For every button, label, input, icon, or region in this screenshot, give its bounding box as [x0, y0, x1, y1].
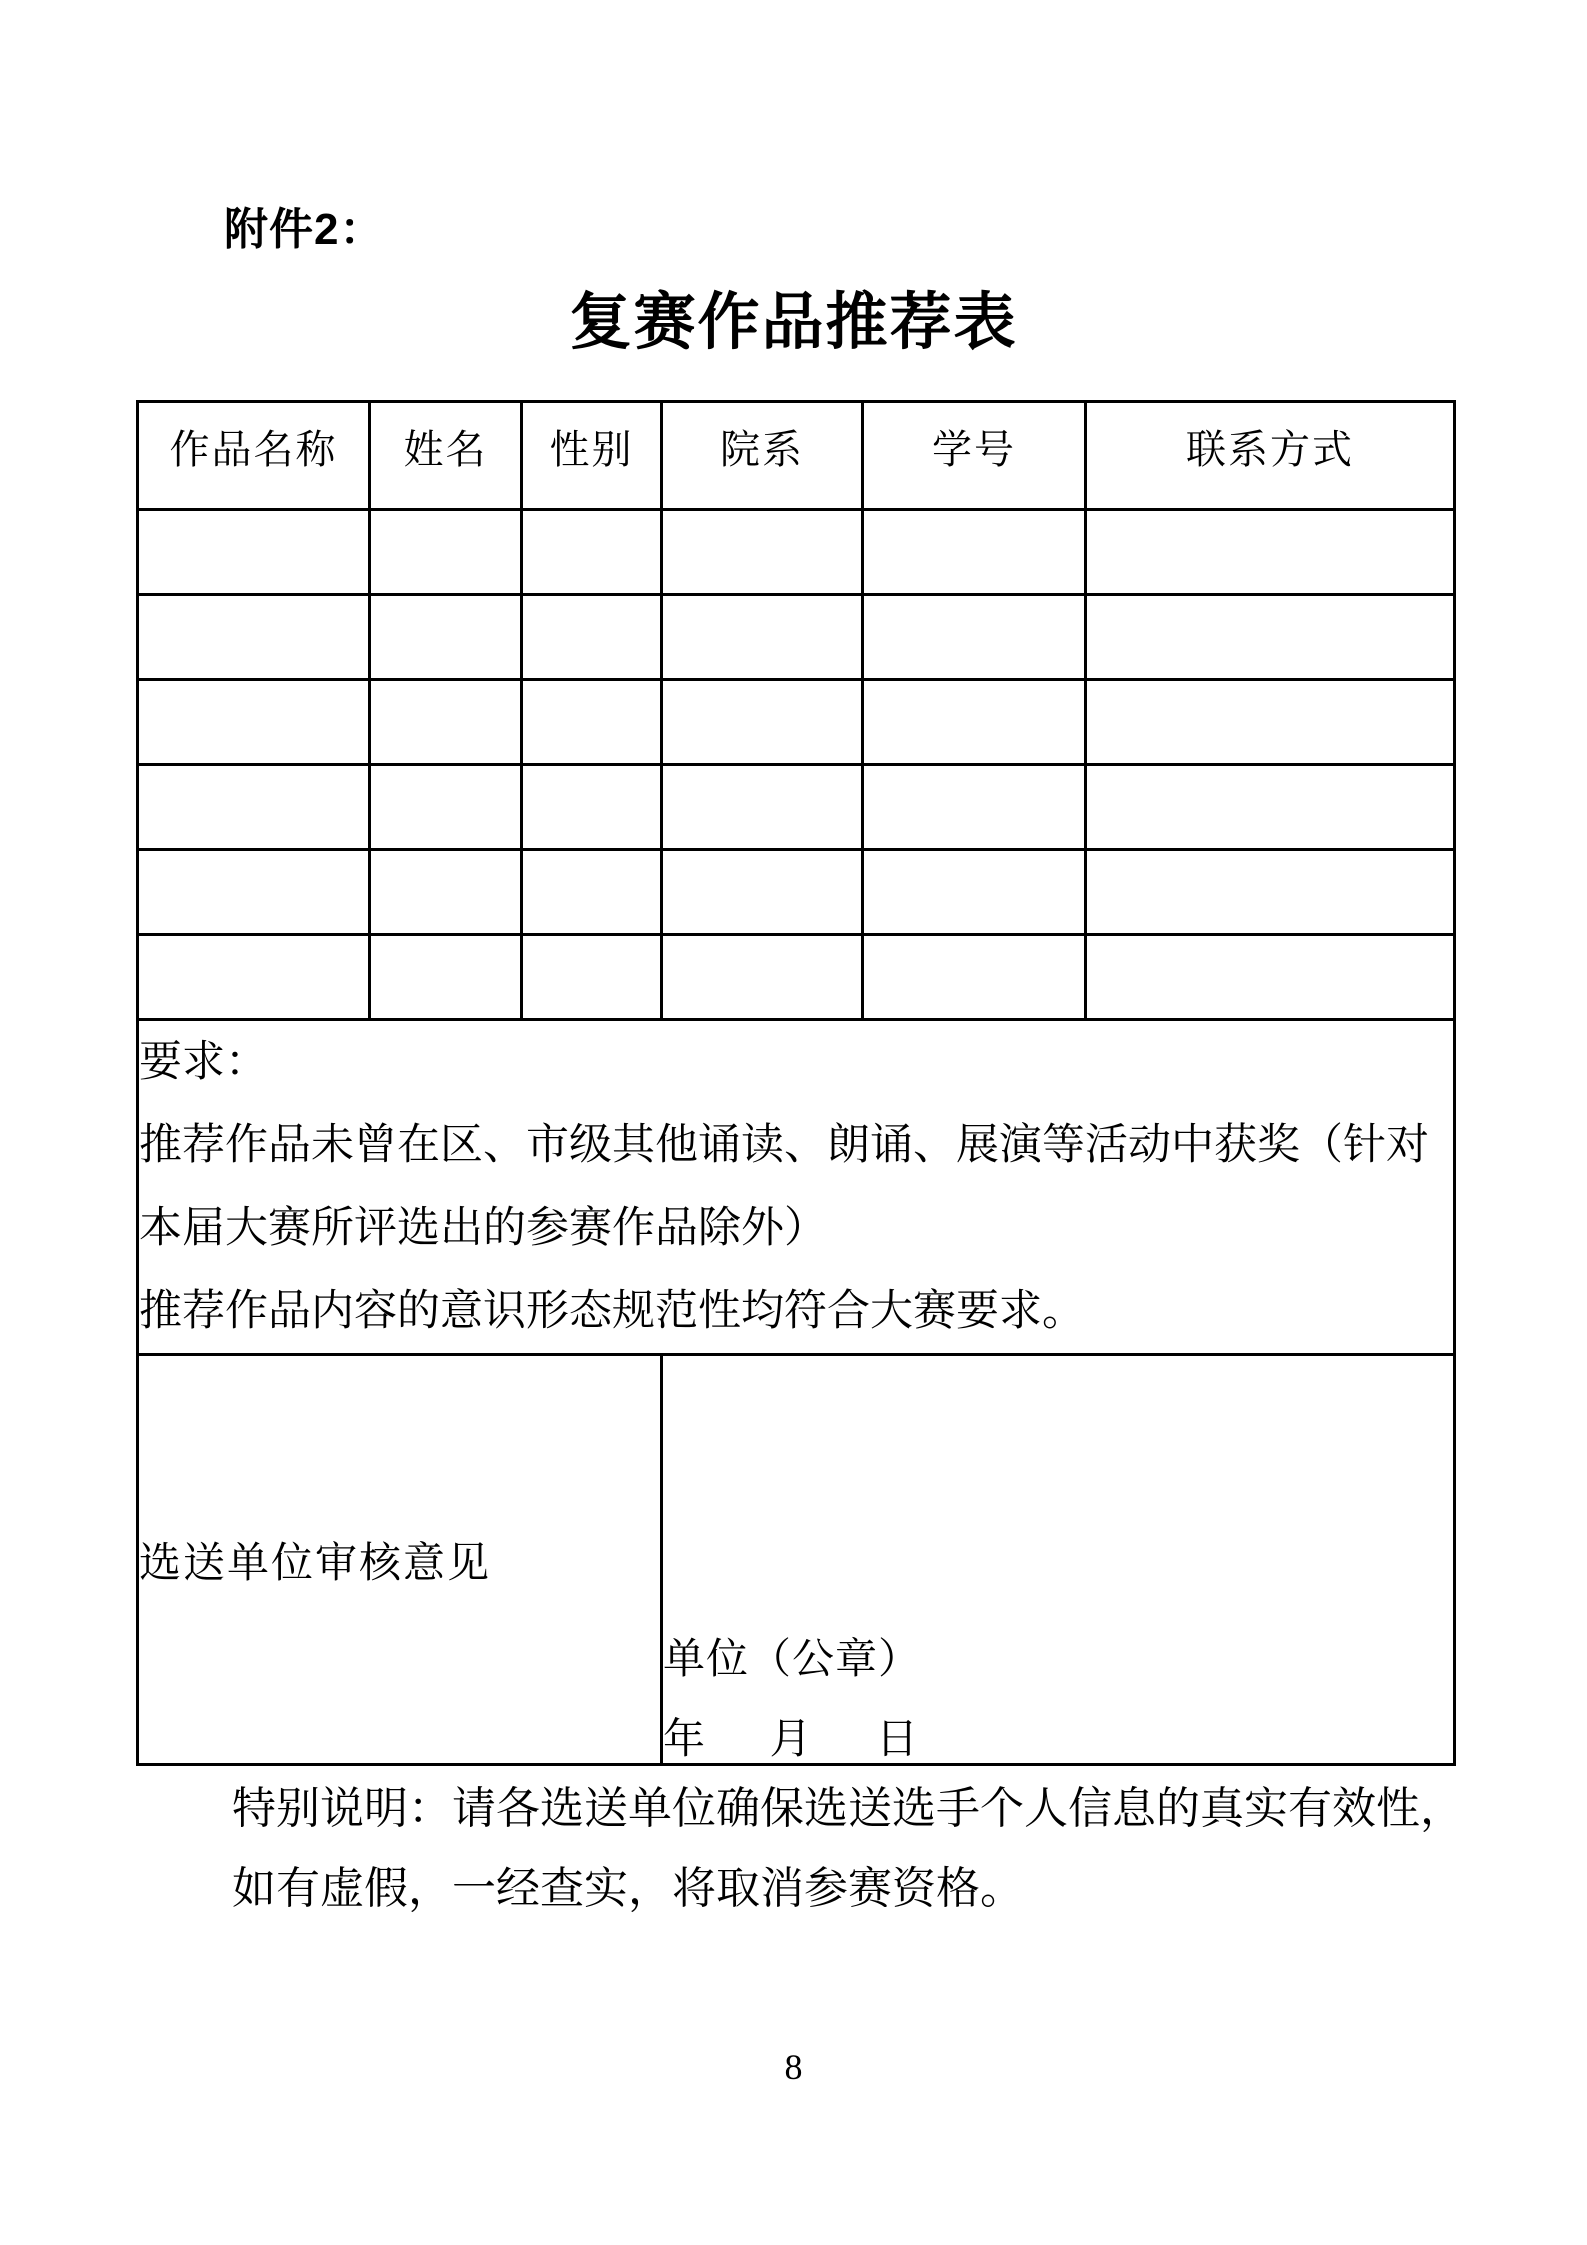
empty-cell: [863, 765, 1086, 850]
empty-cell: [370, 680, 522, 765]
empty-data-row: [138, 595, 1455, 680]
empty-cell: [863, 680, 1086, 765]
date-line: 年 月 日: [663, 1717, 923, 1763]
empty-data-row: [138, 765, 1455, 850]
empty-cell: [522, 850, 662, 935]
note-line-1: 特别说明：请各选送单位确保选送选手个人信息的真实有效性，: [232, 1784, 1464, 1833]
empty-cell: [662, 680, 863, 765]
empty-data-row: [138, 680, 1455, 765]
empty-cell: [522, 765, 662, 850]
empty-cell: [662, 765, 863, 850]
attachment-label: 附件2：: [224, 205, 385, 254]
review-sign-cell: [662, 1355, 1455, 1765]
empty-data-row: [138, 850, 1455, 935]
page-number: 8: [784, 2047, 803, 2087]
empty-cell: [138, 765, 370, 850]
empty-cell: [662, 595, 863, 680]
empty-cell: [138, 680, 370, 765]
requirements-line: 推荐作品未曾在区、市级其他诵读、朗诵、展演等活动中获奖（针对: [139, 1122, 1429, 1169]
empty-cell: [863, 510, 1086, 595]
empty-cell: [1086, 765, 1455, 850]
page-title: 复赛作品推荐表: [569, 289, 1018, 357]
empty-cell: [662, 935, 863, 1020]
empty-cell: [138, 935, 370, 1020]
empty-cell: [370, 765, 522, 850]
empty-cell: [138, 595, 370, 680]
unit-seal-line: 单位（公章）: [663, 1637, 922, 1683]
review-label: 选送单位审核意见: [139, 1540, 492, 1587]
empty-cell: [863, 935, 1086, 1020]
review-row: [138, 1355, 1455, 1765]
empty-cell: [370, 850, 522, 935]
empty-data-row: [138, 935, 1455, 1020]
empty-cell: [522, 680, 662, 765]
empty-cell: [522, 595, 662, 680]
header-cell-work-name: 作品名称: [138, 402, 370, 510]
empty-cell: [138, 510, 370, 595]
requirements-line: 推荐作品内容的意识形态规范性均符合大赛要求。: [139, 1288, 1085, 1335]
header-cell-department: 院系: [662, 402, 863, 510]
header-cell-name: 姓名: [370, 402, 522, 510]
requirements-cell: [138, 1020, 1455, 1355]
empty-cell: [662, 510, 863, 595]
empty-cell: [1086, 850, 1455, 935]
header-cell-contact: 联系方式: [1086, 402, 1455, 510]
empty-cell: [863, 595, 1086, 680]
empty-cell: [1086, 935, 1455, 1020]
header-cell-student-id: 学号: [863, 402, 1086, 510]
requirements-heading: 要求：: [139, 1039, 268, 1086]
requirements-row: [138, 1020, 1455, 1355]
empty-cell: [370, 935, 522, 1020]
empty-cell: [370, 595, 522, 680]
empty-cell: [863, 850, 1086, 935]
empty-cell: [138, 850, 370, 935]
empty-cell: [370, 510, 522, 595]
special-note: [232, 1769, 1464, 1929]
empty-cell: [662, 850, 863, 935]
requirements-line: 本届大赛所评选出的参赛作品除外）: [139, 1205, 827, 1252]
empty-cell: [1086, 510, 1455, 595]
table-header-row: [138, 402, 1455, 510]
empty-cell: [522, 935, 662, 1020]
recommendation-table: [136, 400, 1456, 1766]
empty-cell: [1086, 680, 1455, 765]
review-label-cell: [138, 1355, 662, 1765]
empty-data-row: [138, 510, 1455, 595]
empty-cell: [522, 510, 662, 595]
header-cell-gender: 性别: [522, 402, 662, 510]
note-line-2: 如有虚假，一经查实，将取消参赛资格。: [232, 1864, 1024, 1913]
empty-cell: [1086, 595, 1455, 680]
